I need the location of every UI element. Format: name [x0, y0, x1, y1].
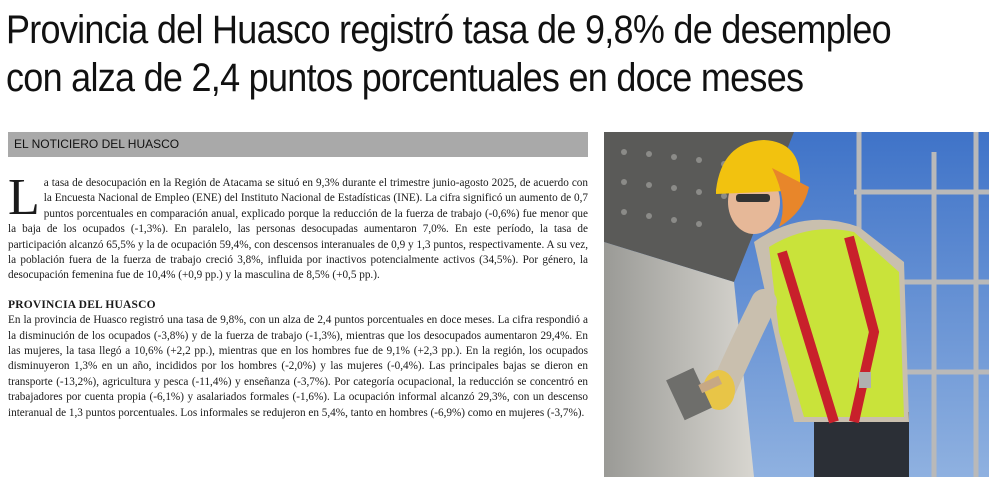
article-body	[8, 169, 588, 421]
paragraph-1-text: a tasa de desocupación en la Región de Atacama se situó en 9,3% durante el trimestre junio-agosto 2025, de acuerdo con la Encuesta Nacional de Empleo (ENE) del Instituto Nacional de Estadísticas (INE). La cifra significó un aumento de 0,7 puntos porcentuales en comparación anual, explicado porque la reducción de la fuerza de trabajo (-0,6%) fue menor que la baja de los ocupados (-1,3%). En paralelo, las personas desocupadas aumentaron 7,0%. En este período, la tasa de participación alcanzó 65,5% y la de ocupación 59,4%, con descensos interanuales de 0,9 y 1,3 puntos, respectivamente. A su vez, la población fuera de la fuerza de trabajo creció 3,8%, influida por inactivos potencialmente activos (34,5%). Por género, la desocupación femenina fue de 10,4% (+0,9 pp.) y la masculina de 8,5% (+0,5 pp.).	[8, 177, 588, 282]
subheading: PROVINCIA DEL HUASCO	[8, 298, 156, 311]
article-photo	[604, 132, 989, 477]
drop-cap: L	[8, 169, 40, 226]
paragraph-1	[8, 169, 588, 284]
headline-line-1: Provincia del Huasco registró tasa de 9,8% de desempleo	[6, 8, 891, 52]
source-label: EL NOTICIERO DEL HUASCO	[14, 137, 180, 151]
headline-line-2: con alza de 2,4 puntos porcentuales en doce meses	[6, 56, 804, 100]
paragraph-2: En la provincia de Huasco registró una tasa de 9,8%, con un alza de 2,4 puntos porcentuales en doce meses. La cifra respondió a la disminución de los ocupados (-3,8%) y de la fuerza de trabajo (-1,3%), mientras que los desocupados aumentaron 29,4%. En las mujeres, la tasa llegó a 10,6% (+2,2 pp.), mientras que en los hombres fue de 9,1% (+2,3 pp.). En la región, los ocupados disminuyeron 1,3% en un año, incididos por los hombres (-2,0%) y las mujeres (-0,4%). Las principales bajas se dieron en transporte (-13,2%), agricultura y pesca (-11,4%) y enseñanza (-3,7%). Por categoría ocupacional, la reducción se concentró en trabajadores por cuenta propia (-6,1%) y asalariados formales (-1,6%). La ocupación informal alcanzó 29,3%, con un descenso interanual de 1,3 puntos porcentuales. Los informales se redujeron en 5,4%, tanto en hombres (-6,9%) como en mujeres (-3,7%).	[8, 314, 588, 419]
worker-photo-illustration	[604, 132, 989, 477]
source-bar	[8, 132, 588, 157]
headline	[6, 6, 897, 102]
